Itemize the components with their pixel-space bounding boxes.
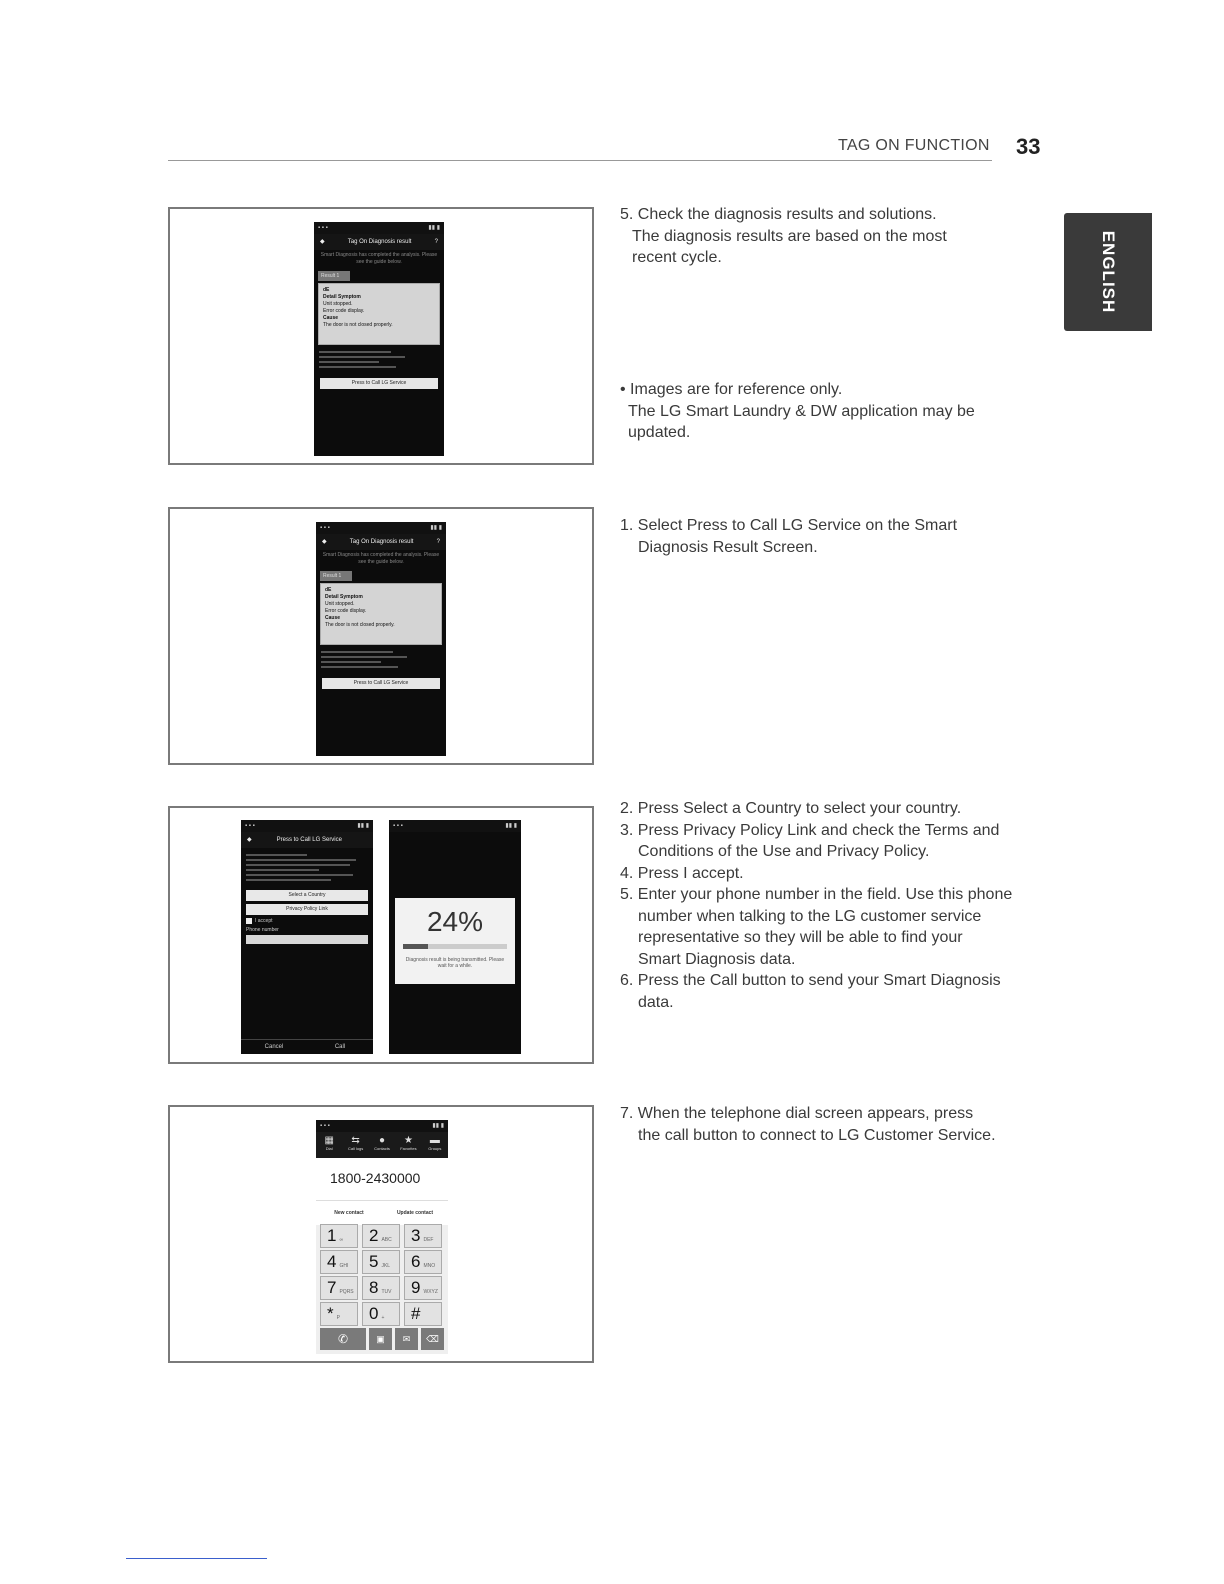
text-line: The LG Smart Laundry & DW application may be [628, 402, 975, 420]
phone-screenshot-call-form [241, 820, 373, 1054]
dial-key[interactable]: 5 JKL [362, 1250, 400, 1274]
text-line: representative so they will be able to find your [638, 929, 963, 946]
page-number: 33 [1016, 134, 1041, 159]
header-rule [168, 160, 992, 161]
screen-title-bar: ◆ Tag On Diagnosis result ? [316, 534, 446, 550]
dial-key[interactable]: 9 WXYZ [404, 1276, 442, 1300]
cause-label: Cause [323, 315, 339, 321]
accept-row [246, 918, 368, 924]
text-line: number when talking to the LG customer service [638, 907, 982, 925]
text-line: 3. Press Privacy Policy Link and check the Terms and [620, 821, 1000, 839]
figure-select-call [168, 507, 594, 765]
running-header: TAG ON FUNCTION [838, 137, 990, 154]
language-tab [1064, 213, 1152, 331]
favorites-tab[interactable]: ★ Favorites [400, 1135, 417, 1151]
contacts-tab[interactable]: ● Contacts [374, 1135, 390, 1151]
dialer-tabs [316, 1132, 448, 1158]
result-code: dE [323, 287, 330, 293]
dialer-action-bar [320, 1328, 444, 1350]
dial-key[interactable]: 0 + [362, 1302, 400, 1326]
screen-title: Tag On Diagnosis result [349, 539, 414, 545]
symptom-line: Unit stopped. [323, 301, 353, 307]
accept-label: I accept [255, 918, 273, 924]
text-line: Smart Diagnosis data. [638, 950, 796, 968]
screen-title: Press to Call LG Service [276, 837, 342, 843]
result-box [320, 583, 442, 645]
keypad [316, 1224, 448, 1328]
form-footer [241, 1039, 373, 1054]
press-to-call-button[interactable]: Press to Call LG Service [320, 378, 438, 389]
contact-info-lines [314, 345, 444, 374]
cause-text: The door is not closed properly. [325, 622, 395, 628]
status-bar: ▪ ▪ ▪ ▮▮ ▮ [241, 820, 373, 832]
progress-track [403, 944, 507, 949]
phone-number-label: Phone number [246, 927, 279, 933]
privacy-policy-link[interactable]: Privacy Policy Link [246, 904, 368, 915]
message-icon[interactable]: ✉ [395, 1328, 418, 1350]
update-contact-button[interactable]: Update contact [396, 1210, 434, 1216]
text-line: Diagnosis Result Screen. [638, 538, 818, 556]
select-country-button[interactable]: Select a Country [246, 890, 368, 901]
progress-note: Diagnosis result is being transmitted. Please wait for a while. [405, 957, 505, 969]
dial-key[interactable]: 4 GHI [320, 1250, 358, 1274]
dial-key[interactable]: # [404, 1302, 442, 1326]
result-box [318, 283, 440, 345]
text-line: data. [638, 993, 674, 1011]
backspace-icon[interactable]: ⌫ [421, 1328, 444, 1350]
dial-key[interactable]: 7 PQRS [320, 1276, 358, 1300]
call-icon[interactable]: ✆ [320, 1328, 366, 1350]
dial-key[interactable]: * P [320, 1302, 358, 1326]
contact-actions [316, 1200, 448, 1225]
dialed-number: 1800-2430000 [316, 1158, 448, 1200]
symptom-line: Error code display. [323, 308, 365, 314]
text-line: 5. Enter your phone number in the field. Use this phone [620, 886, 1013, 903]
contact-info-lines [316, 645, 446, 674]
result-intro: Smart Diagnosis has completed the analysis. Please see the guide below. [322, 552, 440, 565]
text-line: The diagnosis results are based on the most [632, 227, 947, 245]
progress-fill [403, 944, 428, 949]
text-line: Conditions of the Use and Privacy Policy. [638, 843, 930, 860]
text-line: the call button to connect to LG Customer Service. [638, 1126, 996, 1144]
result-code: dE [325, 587, 332, 593]
dial-tab[interactable]: ▦ Dial [324, 1135, 334, 1151]
accept-checkbox[interactable] [246, 918, 252, 924]
text-line: updated. [628, 424, 691, 441]
call-button[interactable]: Call [334, 1044, 346, 1050]
text-line: 6. Press the Call button to send your Smart Diagnosis [620, 972, 1001, 989]
new-contact-button[interactable]: New contact [334, 1210, 364, 1216]
text-line: 7. When the telephone dial screen appears, press [620, 1105, 974, 1122]
language-tab-label: ENGLISH [1099, 230, 1118, 314]
symptom-label: Detail Symptom [325, 594, 363, 600]
progress-percent: 24% [426, 906, 484, 937]
phone-screenshot [314, 222, 444, 456]
dial-key[interactable]: 2 ABC [362, 1224, 400, 1248]
instructions-step1 [620, 515, 957, 558]
cancel-button[interactable]: Cancel [264, 1044, 284, 1050]
form-description-lines [241, 848, 373, 887]
progress-dialog [395, 898, 515, 984]
reference-note [620, 379, 975, 444]
text-line: • Images are for reference only. [620, 381, 843, 398]
symptom-label: Detail Symptom [323, 294, 361, 300]
status-bar: ▪ ▪ ▪ ▮▮ ▮ [314, 222, 444, 234]
phone-screenshot-progress [389, 820, 521, 1054]
result-tab[interactable]: Result 1 [320, 571, 352, 581]
symptom-line: Unit stopped. [325, 601, 355, 607]
figure-diagnosis-result [168, 207, 594, 465]
dial-key[interactable]: 6 MNO [404, 1250, 442, 1274]
symptom-line: Error code display. [325, 608, 367, 614]
cause-label: Cause [325, 615, 341, 621]
call-logs-tab[interactable]: ⇆ Call logs [347, 1135, 364, 1151]
press-to-call-button[interactable]: Press to Call LG Service [322, 678, 440, 689]
phone-screenshot [316, 522, 446, 756]
screen-title: Tag On Diagnosis result [347, 239, 412, 245]
figure-dialer [168, 1105, 594, 1363]
groups-tab[interactable]: ▬ Groups [428, 1135, 442, 1151]
instructions-step5 [620, 204, 947, 269]
result-intro: Smart Diagnosis has completed the analysis. Please see the guide below. [320, 252, 438, 265]
figure-call-service [168, 806, 594, 1064]
dial-key[interactable]: 8 TUV [362, 1276, 400, 1300]
status-bar: ▪ ▪ ▪ ▮▮ ▮ [316, 1120, 448, 1132]
text-line: 5. Check the diagnosis results and solutions. [620, 206, 937, 223]
screen-title-bar: ◆ Press to Call LG Service [241, 832, 373, 848]
text-line: 2. Press Select a Country to select your country. [620, 800, 962, 817]
screen-title-bar: ◆ Tag On Diagnosis result ? [314, 234, 444, 250]
text-line: 1. Select Press to Call LG Service on the Smart [620, 517, 958, 534]
cause-text: The door is not closed properly. [323, 322, 393, 328]
instructions-step7 [620, 1103, 996, 1146]
phone-number-input[interactable] [246, 935, 368, 944]
dial-key[interactable]: 1 ∞ [320, 1224, 358, 1248]
status-bar: ▪ ▪ ▪ ▮▮ ▮ [389, 820, 521, 832]
text-line: recent cycle. [632, 249, 722, 266]
text-line: 4. Press I accept. [620, 864, 744, 882]
status-bar: ▪ ▪ ▪ ▮▮ ▮ [316, 522, 446, 534]
footer-rule [126, 1558, 267, 1559]
result-tab[interactable]: Result 1 [318, 271, 350, 281]
phone-screenshot-dialer [316, 1120, 448, 1354]
dial-key[interactable]: 3 DEF [404, 1224, 442, 1248]
video-call-icon[interactable]: ▣ [369, 1328, 392, 1350]
instructions-steps-2-6 [620, 798, 1012, 1013]
